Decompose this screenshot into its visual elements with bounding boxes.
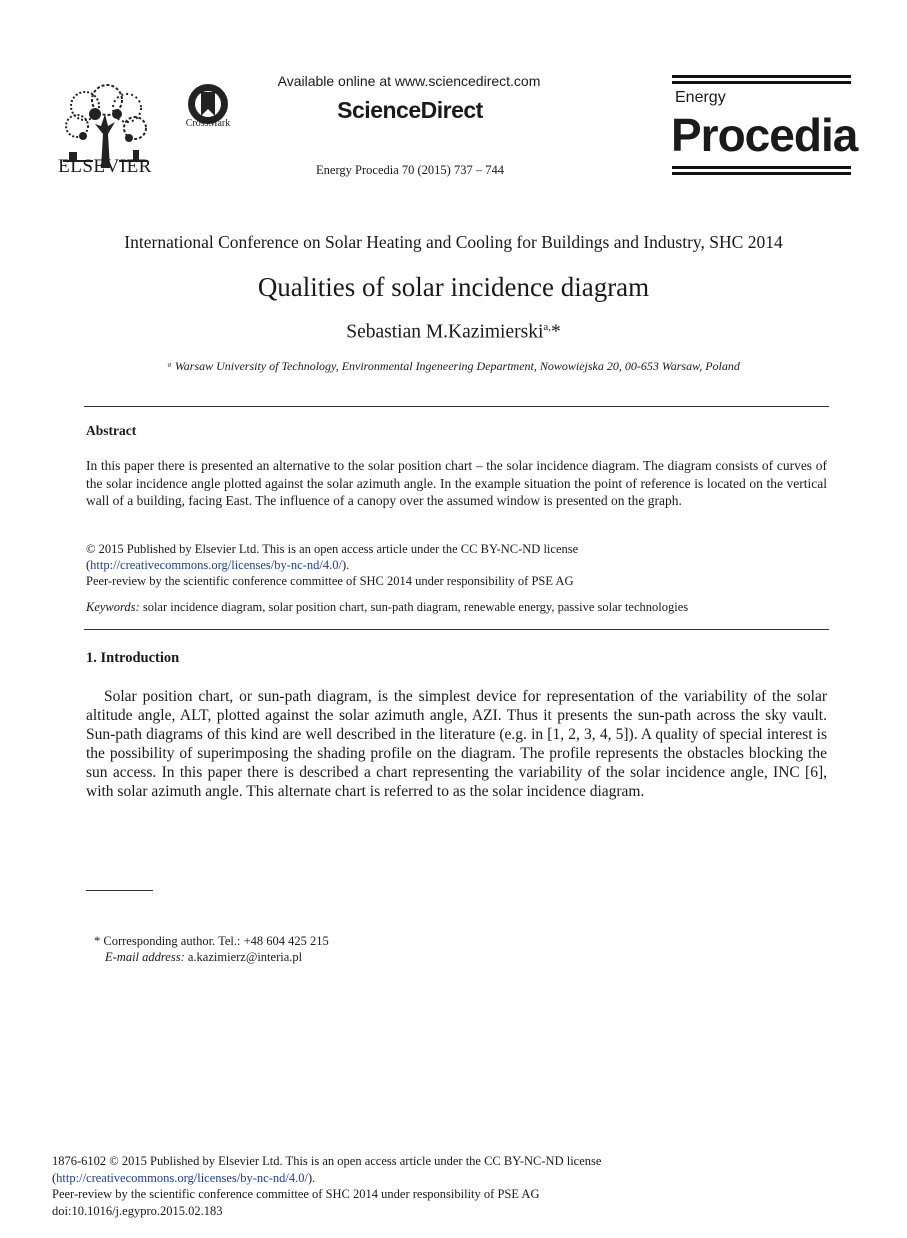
bottom-copyright [52,1153,832,1219]
peer-review: Peer-review by the scientific conference committee of SHC 2014 under responsibility of PSE AG [86,574,574,588]
author-name: Sebastian M.Kazimierski [346,321,544,343]
keywords-label: Keywords: [86,600,140,614]
license-line: © 2015 Published by Elsevier Ltd. This is an open access article under the CC BY-NC-ND license [86,542,579,556]
sciencedirect-brand: ScienceDirect [337,97,483,123]
publisher-name: ELSEVIER [58,156,152,177]
license-link[interactable]: http://creativecommons.org/licenses/by-nc-nd/4.0/ [90,558,342,572]
bottom-peer-review: Peer-review by the scientific conference committee of SHC 2014 under responsibility of PSE AG [52,1187,540,1201]
journal-citation: Energy Procedia 70 (2015) 737 – 744 [316,163,504,177]
abstract-text: In this paper there is presented an alternative to the solar position chart – the solar incidence diagram. The diagram consists of curves of the solar incidence angle plotted against the solar azimuth angle. In the example situation the point of reference is located on the vertical wall of a building, facing East. The influence of a canopy over the assumed window is presented on the graph. [86,458,827,509]
email-line [94,949,794,965]
bottom-license-line: (http://creativecommons.org/licenses/by-nc-nd/4.0/). [52,1170,316,1185]
conference-name: International Conference on Solar Heating and Cooling for Buildings and Industry, SHC 2014 [124,232,783,252]
available-online-text[interactable]: Available online at www.sciencedirect.com [277,73,541,89]
journal-rule [672,172,851,175]
journal-rule [672,81,851,84]
footnote-rule [86,890,153,891]
abstract-heading: Abstract [86,423,137,438]
email-address[interactable]: a.kazimierz@interia.pl [187,950,303,964]
license-block [86,541,827,589]
bottom-license-close: ). [307,1170,316,1185]
introduction-paragraph: Solar position chart, or sun-path diagram, is the simplest device for representation of the variability of the solar altitude angle, ALT, plotted against the solar azimuth angle, AZI. Thus it presents the sun-path across the sky vault. Sun-path diagrams of this kind are well described in the literature (e.g. in [1, 2, 3, 4, 5]). A quality of special interest is the possibility of superimposing the shading profile on the diagram. The profile represents the obstacles blocking the sun access. In this paper there is described a chart representing the variability of the solar incidence angle, INC [6], with solar azimuth angle. This alternate chart is referred to as the solar incidence diagram. [86,688,827,800]
corresponding-author: * Corresponding author. Tel.: +48 604 425 215 [94,934,329,948]
author-line [40,321,867,344]
journal-rule [672,166,851,169]
divider [84,406,829,407]
section-heading-introduction: 1. Introduction [86,650,180,666]
journal-name-procedia: Procedia [671,109,858,161]
paper-title: Qualities of solar incidence diagram [257,272,650,302]
doi[interactable]: doi:10.1016/j.egypro.2015.02.183 [52,1203,223,1218]
author-affiliation-mark: a, [543,321,551,333]
issn-line: 1876-6102 © 2015 Published by Elsevier Ltd. This is an open access article under the CC BY-NC-ND license [52,1154,602,1168]
journal-rule [672,75,851,78]
journal-name-energy: Energy [675,89,726,106]
bottom-license-link[interactable]: http://creativecommons.org/licenses/by-nc-nd/4.0/ [56,1170,308,1185]
license-close: ). [341,558,350,572]
crossmark-label: CrossMark [185,118,231,129]
corresponding-star[interactable]: * [551,321,561,343]
email-label: E-mail address: [105,950,185,964]
divider [84,629,829,630]
affiliation: ᵃ Warsaw University of Technology, Environmental Ingeneering Department, Nowowiejska 20, 00-653 Warsaw, Poland [167,359,740,373]
keywords [86,600,827,615]
license-link-line: (http://creativecommons.org/licenses/by-nc-nd/4.0/). [86,558,350,572]
keywords-list: solar incidence diagram, solar position chart, sun-path diagram, renewable energy, passive solar technologies [142,600,689,614]
footnote [94,933,794,965]
